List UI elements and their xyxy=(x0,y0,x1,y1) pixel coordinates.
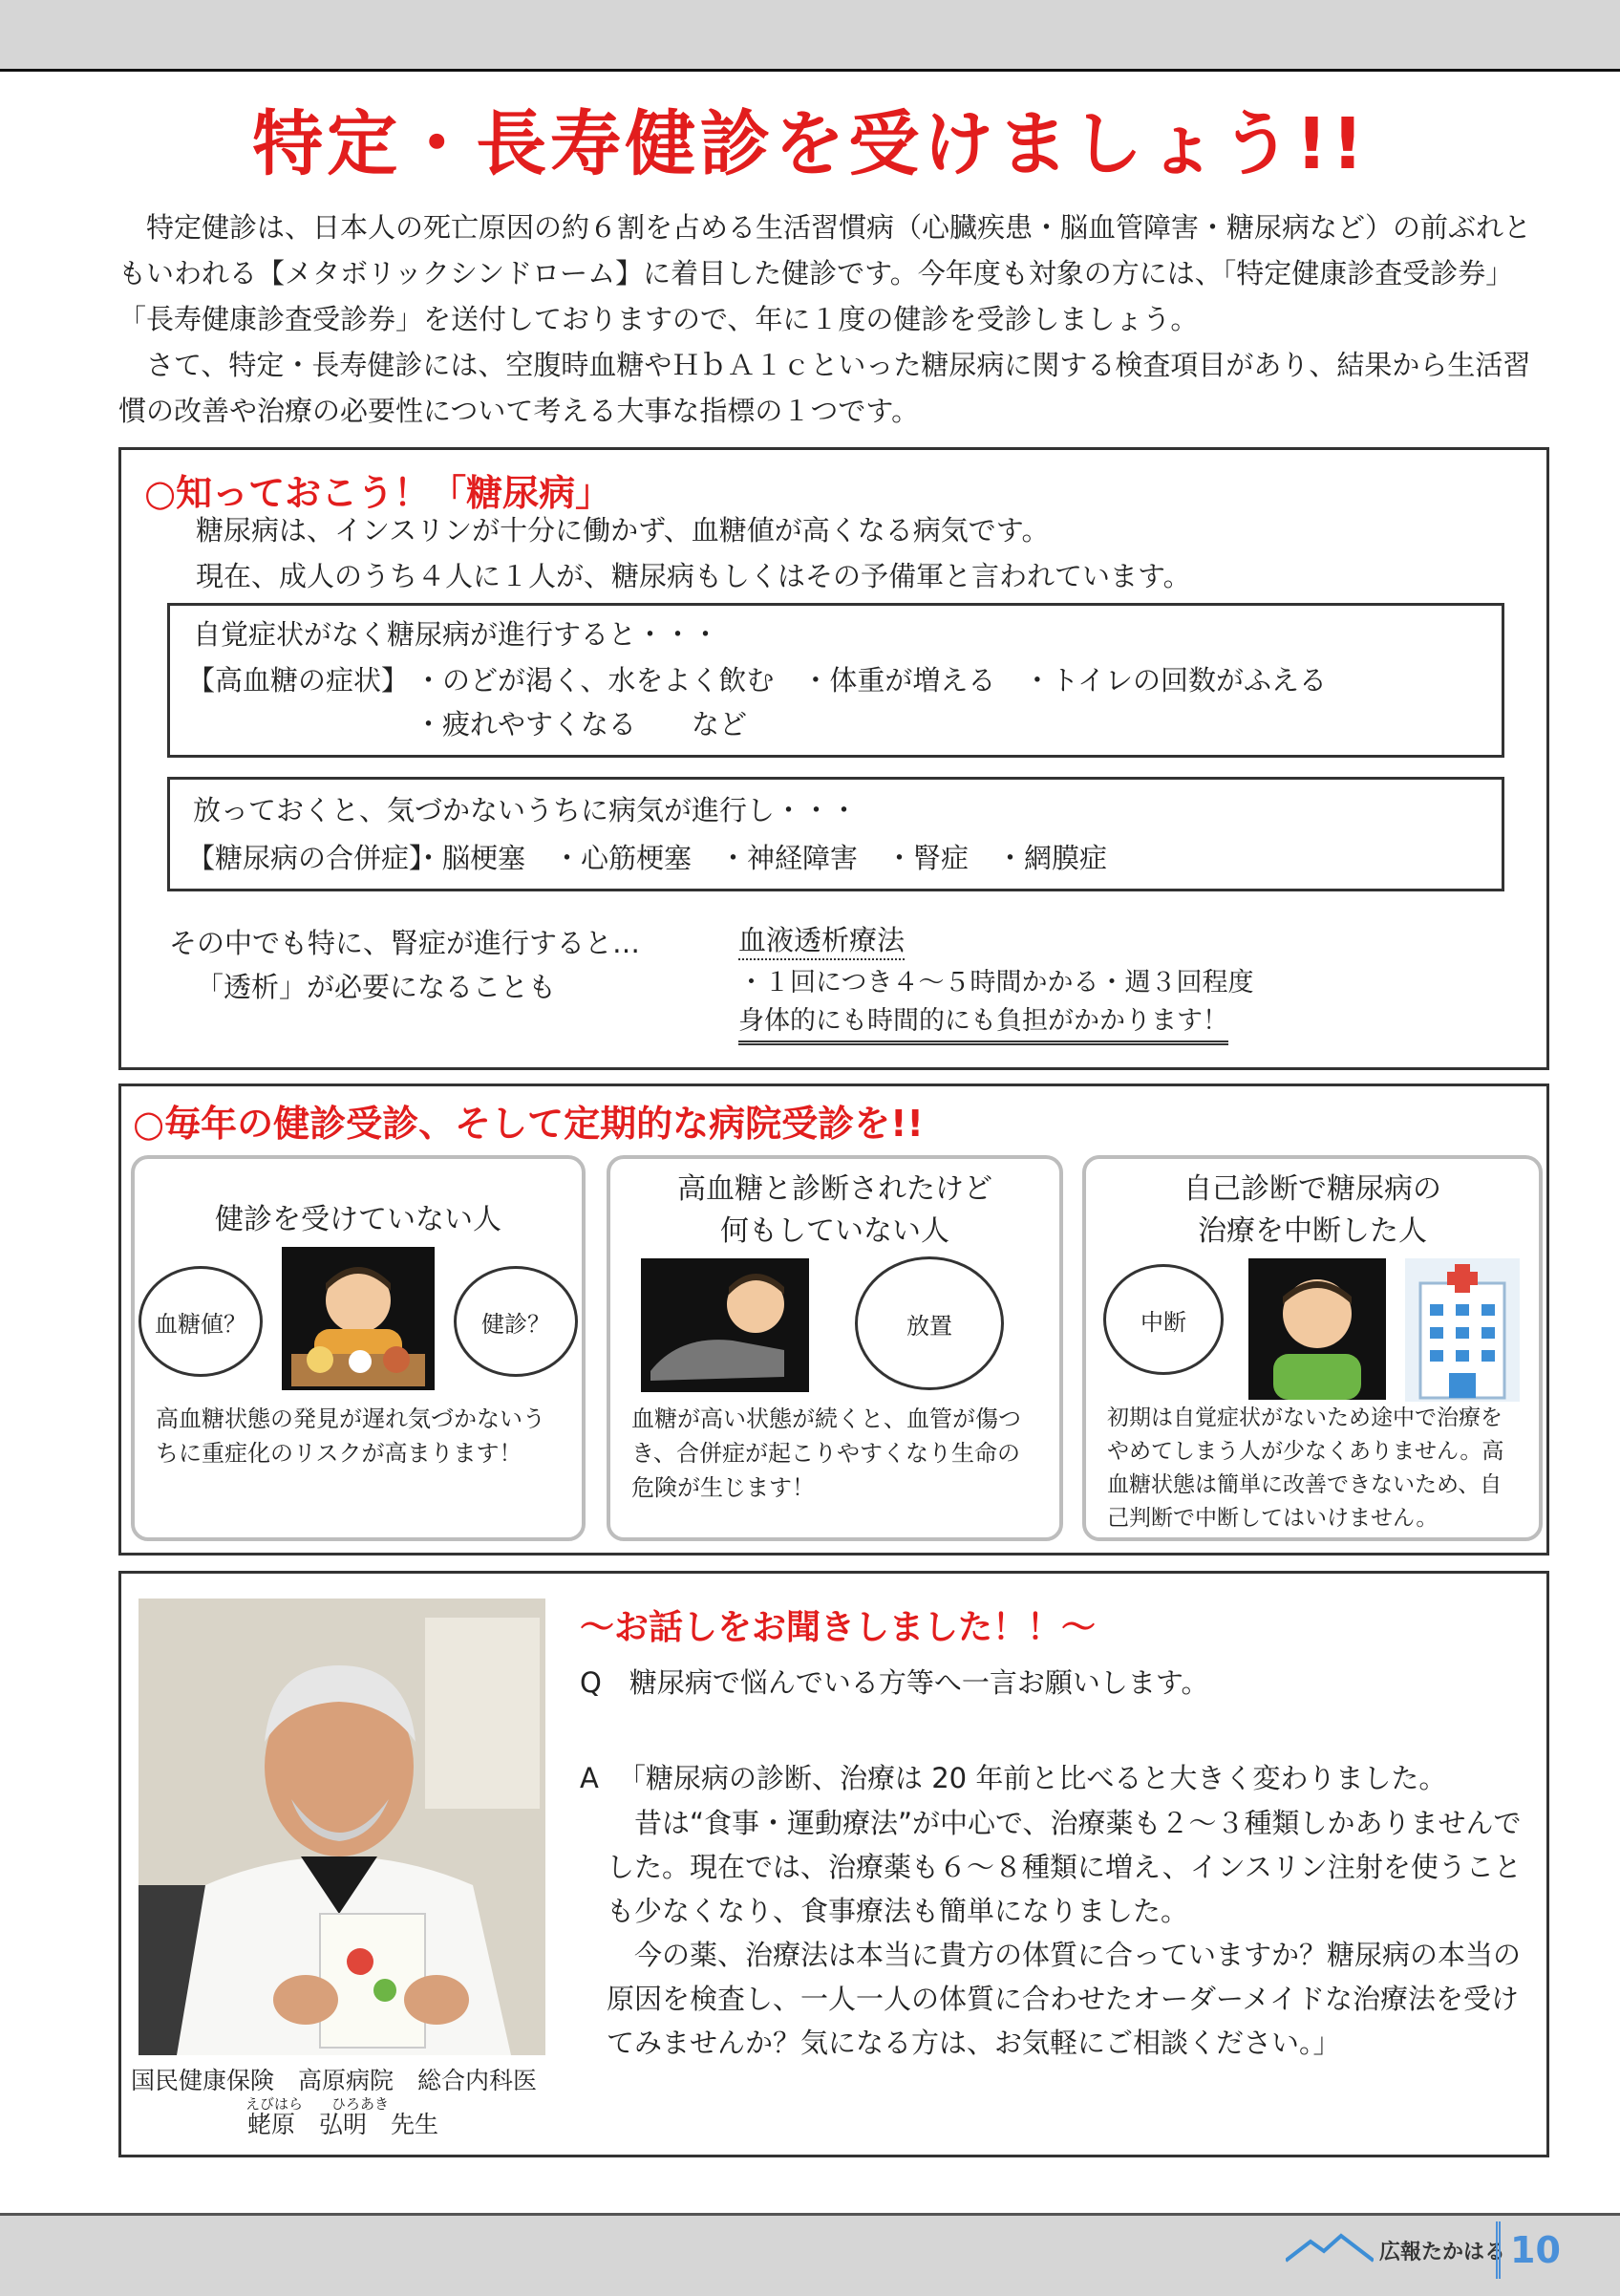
hospital-icon xyxy=(1405,1258,1520,1402)
interview-question: Q 糖尿病で悩んでいる方等へ一言お願いします。 xyxy=(580,1666,1209,1699)
checkup-box xyxy=(118,1084,1549,1556)
symptoms-row-2: ・疲れやすくなる など xyxy=(415,708,748,740)
interview-answer-1: 「糖尿病の診断、治療は 20 年前と比べると大きく変わりました。 xyxy=(618,1762,1447,1794)
card-untreated xyxy=(607,1155,1063,1541)
diabetes-definition: 糖尿病は、インスリンが十分に働かず、血糖値が高くなる病気です。 xyxy=(196,514,1050,547)
doctor-name: 蛯原 弘明 先生 xyxy=(247,2111,439,2138)
page-number: 10 xyxy=(1496,2221,1561,2279)
card-title-untreated-2: 何もしていない人 xyxy=(720,1214,949,1248)
bubble-neglect: 放置 xyxy=(855,1256,1004,1390)
dialysis-title: 血液透析療法 xyxy=(738,922,905,960)
interview-heading: ～お話しをお聞きしました！！～ xyxy=(580,1608,1097,1647)
complications-lead: 放っておくと、気づかないうちに病気が進行し・・・ xyxy=(193,794,859,826)
intro-paragraph-2: さて、特定・長寿健診には、空腹時血糖やＨｂＡ１ｃといった糖尿病に関する検査項目があり、結果から生活習慣の改善や治療の必要性について考える大事な指標の１つです。 xyxy=(118,349,1531,427)
footer-band xyxy=(0,2213,1620,2296)
publication-name: 広報たかはる xyxy=(1379,2241,1506,2264)
card-title-stopped-1: 自己診断で糖尿病の xyxy=(1183,1172,1441,1206)
card-body-untreated: 血糖が高い状態が続くと、血管が傷つき、合併症が起こりやすくなり生命の危険が生じます！ xyxy=(631,1405,1021,1501)
symptoms-label: 【高血糖の症状】 xyxy=(187,664,410,697)
diabetes-info-box xyxy=(118,447,1549,1070)
worried-person-illustration xyxy=(1248,1258,1386,1400)
kidney-note-1: その中でも特に、腎症が進行すると… xyxy=(169,927,641,959)
eating-person-illustration xyxy=(282,1247,435,1390)
card-body-stopped: 初期は自覚症状がないため途中で治療をやめてしまう人が少なくありません。高血糖状態は簡単に改善できないため、自己判断で中断してはいけません。 xyxy=(1107,1405,1504,1531)
interview-answer-2: 昔は“食事・運動療法”が中心で、治療薬も２～３種類しかありませんでした。現在では、治療薬も６～８種類に増え、インスリン注射を使うことも少なくなり、食事療法も簡単になりました。 xyxy=(607,1807,1522,1927)
card-title-untreated-1: 高血糖と診断されたけど xyxy=(677,1172,992,1206)
doctor-photo xyxy=(139,1599,545,2055)
symptoms-lead: 自覚症状がなく糖尿病が進行すると・・・ xyxy=(193,618,720,651)
mountain-logo-icon xyxy=(1286,2232,1374,2263)
section-heading-diabetes: ○知っておこう！「糖尿病」 xyxy=(144,472,612,514)
intro-text xyxy=(118,204,1551,434)
card-title-stopped-2: 治療を中断した人 xyxy=(1198,1214,1427,1248)
kidney-note-2: 「透析」が必要になることも xyxy=(196,971,557,1003)
complications-row: ・脳梗塞 ・心筋梗塞 ・神経障害 ・腎症 ・網膜症 xyxy=(415,842,1108,874)
bubble-stopped: 中断 xyxy=(1103,1264,1224,1375)
complications-box xyxy=(167,777,1504,891)
symptoms-box xyxy=(167,603,1504,758)
bubble-checkup: 健診？ xyxy=(454,1266,578,1377)
interview-box xyxy=(118,1571,1549,2157)
card-title-no-checkup: 健診を受けていない人 xyxy=(215,1203,501,1236)
page-title: 特定・長寿健診を受けましょう!! xyxy=(252,103,1368,185)
dialysis-burden: 身体的にも時間的にも負担がかかります！ xyxy=(738,1002,1228,1045)
bubble-blood-sugar: 血糖値？ xyxy=(139,1266,263,1377)
section-heading-checkup: ○毎年の健診受診、そして定期的な病院受診を!! xyxy=(133,1103,924,1145)
doctor-name-ruby: えびはら ひろあき xyxy=(245,2095,390,2113)
diabetes-prevalence: 現在、成人のうち４人に１人が、糖尿病もしくはその予備軍と言われています。 xyxy=(196,560,1191,592)
complications-label: 【糖尿病の合併症】 xyxy=(187,842,437,874)
card-no-checkup xyxy=(131,1155,586,1541)
header-band xyxy=(0,0,1620,72)
doctor-affiliation: 国民健康保険 高原病院 総合内科医 xyxy=(131,2067,538,2094)
card-stopped-treatment xyxy=(1082,1155,1543,1541)
interview-answer-prefix: A xyxy=(580,1762,599,1794)
card-body-no-checkup: 高血糖状態の発見が遅れ気づかないうちに重症化のリスクが高まります！ xyxy=(156,1405,545,1467)
symptoms-row-1: ・のどが渇く、水をよく飲む ・体重が増える ・トイレの回数がふえる xyxy=(415,664,1327,697)
dialysis-duration: ・１回につき４～５時間かかる・週３回程度 xyxy=(738,968,1254,998)
interview-answer-3: 今の薬、治療法は本当に貴方の体質に合っていますか？糖尿病の本当の原因を検査し、一人一人の体質に合わせたオーダーメイドな治療法を受けてみませんか？気になる方は、お気軽にご相談ください。」 xyxy=(607,1939,1522,2059)
intro-paragraph-1: 特定健診は、日本人の死亡原因の約６割を占める生活習慣病（心臓疾患・脳血管障害・糖尿病など）の前ぶれともいわれる【メタボリックシンドローム】に着目した健診です。今年度も対象の方には、「特定健康診査受診券」「長寿健康診査受診券」を送付しておりますので、年に１度の健診を受診しましょう。 xyxy=(118,211,1532,335)
lying-person-illustration xyxy=(641,1258,809,1392)
